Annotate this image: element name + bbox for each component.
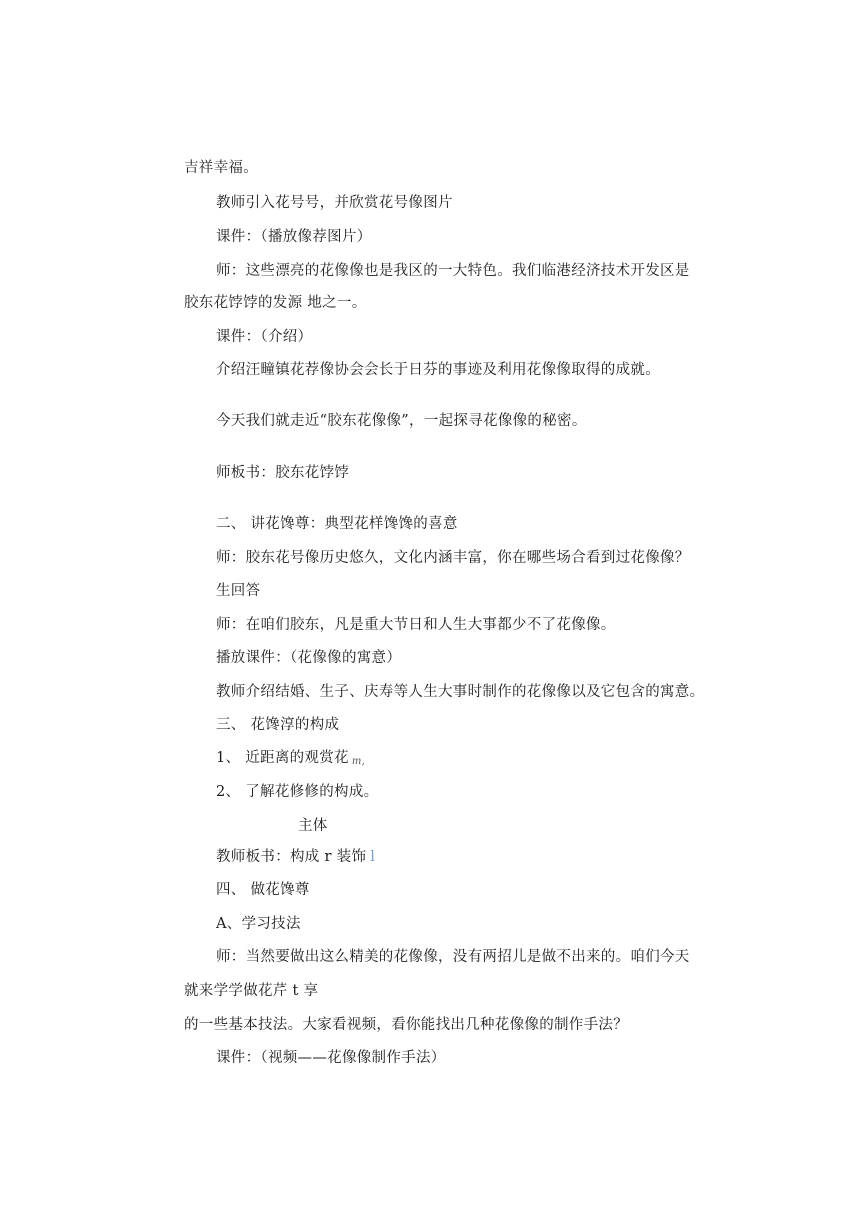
text-line: 师：当然要做出这么精美的花像像，没有两招儿是做不出来的。咱们今天 — [216, 949, 690, 965]
text-line: 教师引入花号号，并欣赏花号像图片 — [216, 195, 453, 211]
text-segment: m, — [351, 756, 366, 767]
text-line: 介绍汪疃镇花荐像协会会长于日芬的事迹及利用花像像取得的成就。 — [216, 362, 660, 378]
text-line: 教师介绍结婚、生子、庆寿等人生大事时制作的花像像以及它包含的寓意。 — [216, 684, 705, 700]
text-line: 的一些基本技法。大家看视频，看你能找出几种花像像的制作手法？ — [184, 1017, 628, 1033]
section-heading: 四、 做花馋尊 — [216, 882, 310, 898]
text-line: 主体 — [298, 818, 328, 834]
text-line — [216, 847, 375, 867]
text-line: 课件：（视频——花像像制作手法） — [216, 1050, 446, 1066]
section-heading: 三、 花馋淳的构成 — [216, 717, 340, 733]
text-segment: 1、 近距离的观赏花 — [216, 750, 349, 766]
text-segment: 教师板书：构成 r 装饰 — [216, 849, 367, 865]
text-line: 师：这些漂亮的花像像也是我区的一大特色。我们临港经济技术开发区是 — [216, 263, 690, 279]
text-line: 今天我们就走近“胶东花像像”，一起探寻花像像的秘密。 — [216, 413, 587, 429]
text-line: 师：胶东花号像历史悠久，文化内涵丰富，你在哪些场合看到过花像像？ — [216, 550, 690, 566]
text-line: 师板书：胶东花饽饽 — [216, 465, 350, 481]
text-line: A、学习技法 — [216, 916, 301, 932]
text-line: 吉祥幸福。 — [184, 160, 258, 176]
text-line: 胶东花饽饽的发源 地之一。 — [184, 295, 367, 311]
text-line — [216, 748, 365, 772]
text-line: 课件：（播放像荐图片） — [216, 229, 372, 245]
text-line: 生回答 — [216, 583, 261, 599]
text-line: 播放课件：（花像像的寓意） — [216, 650, 402, 666]
text-line: 就来学学做花芹 t 享 — [184, 983, 319, 999]
text-segment: l — [370, 849, 376, 865]
section-heading: 二、 讲花馋尊：典型花样馋馋的喜意 — [216, 516, 458, 532]
text-line: 2、 了解花修修的构成。 — [216, 784, 379, 800]
text-line: 课件：（介绍） — [216, 329, 313, 345]
text-line: 师：在咱们胶东，凡是重大节日和人生大事都少不了花像像。 — [216, 617, 616, 633]
